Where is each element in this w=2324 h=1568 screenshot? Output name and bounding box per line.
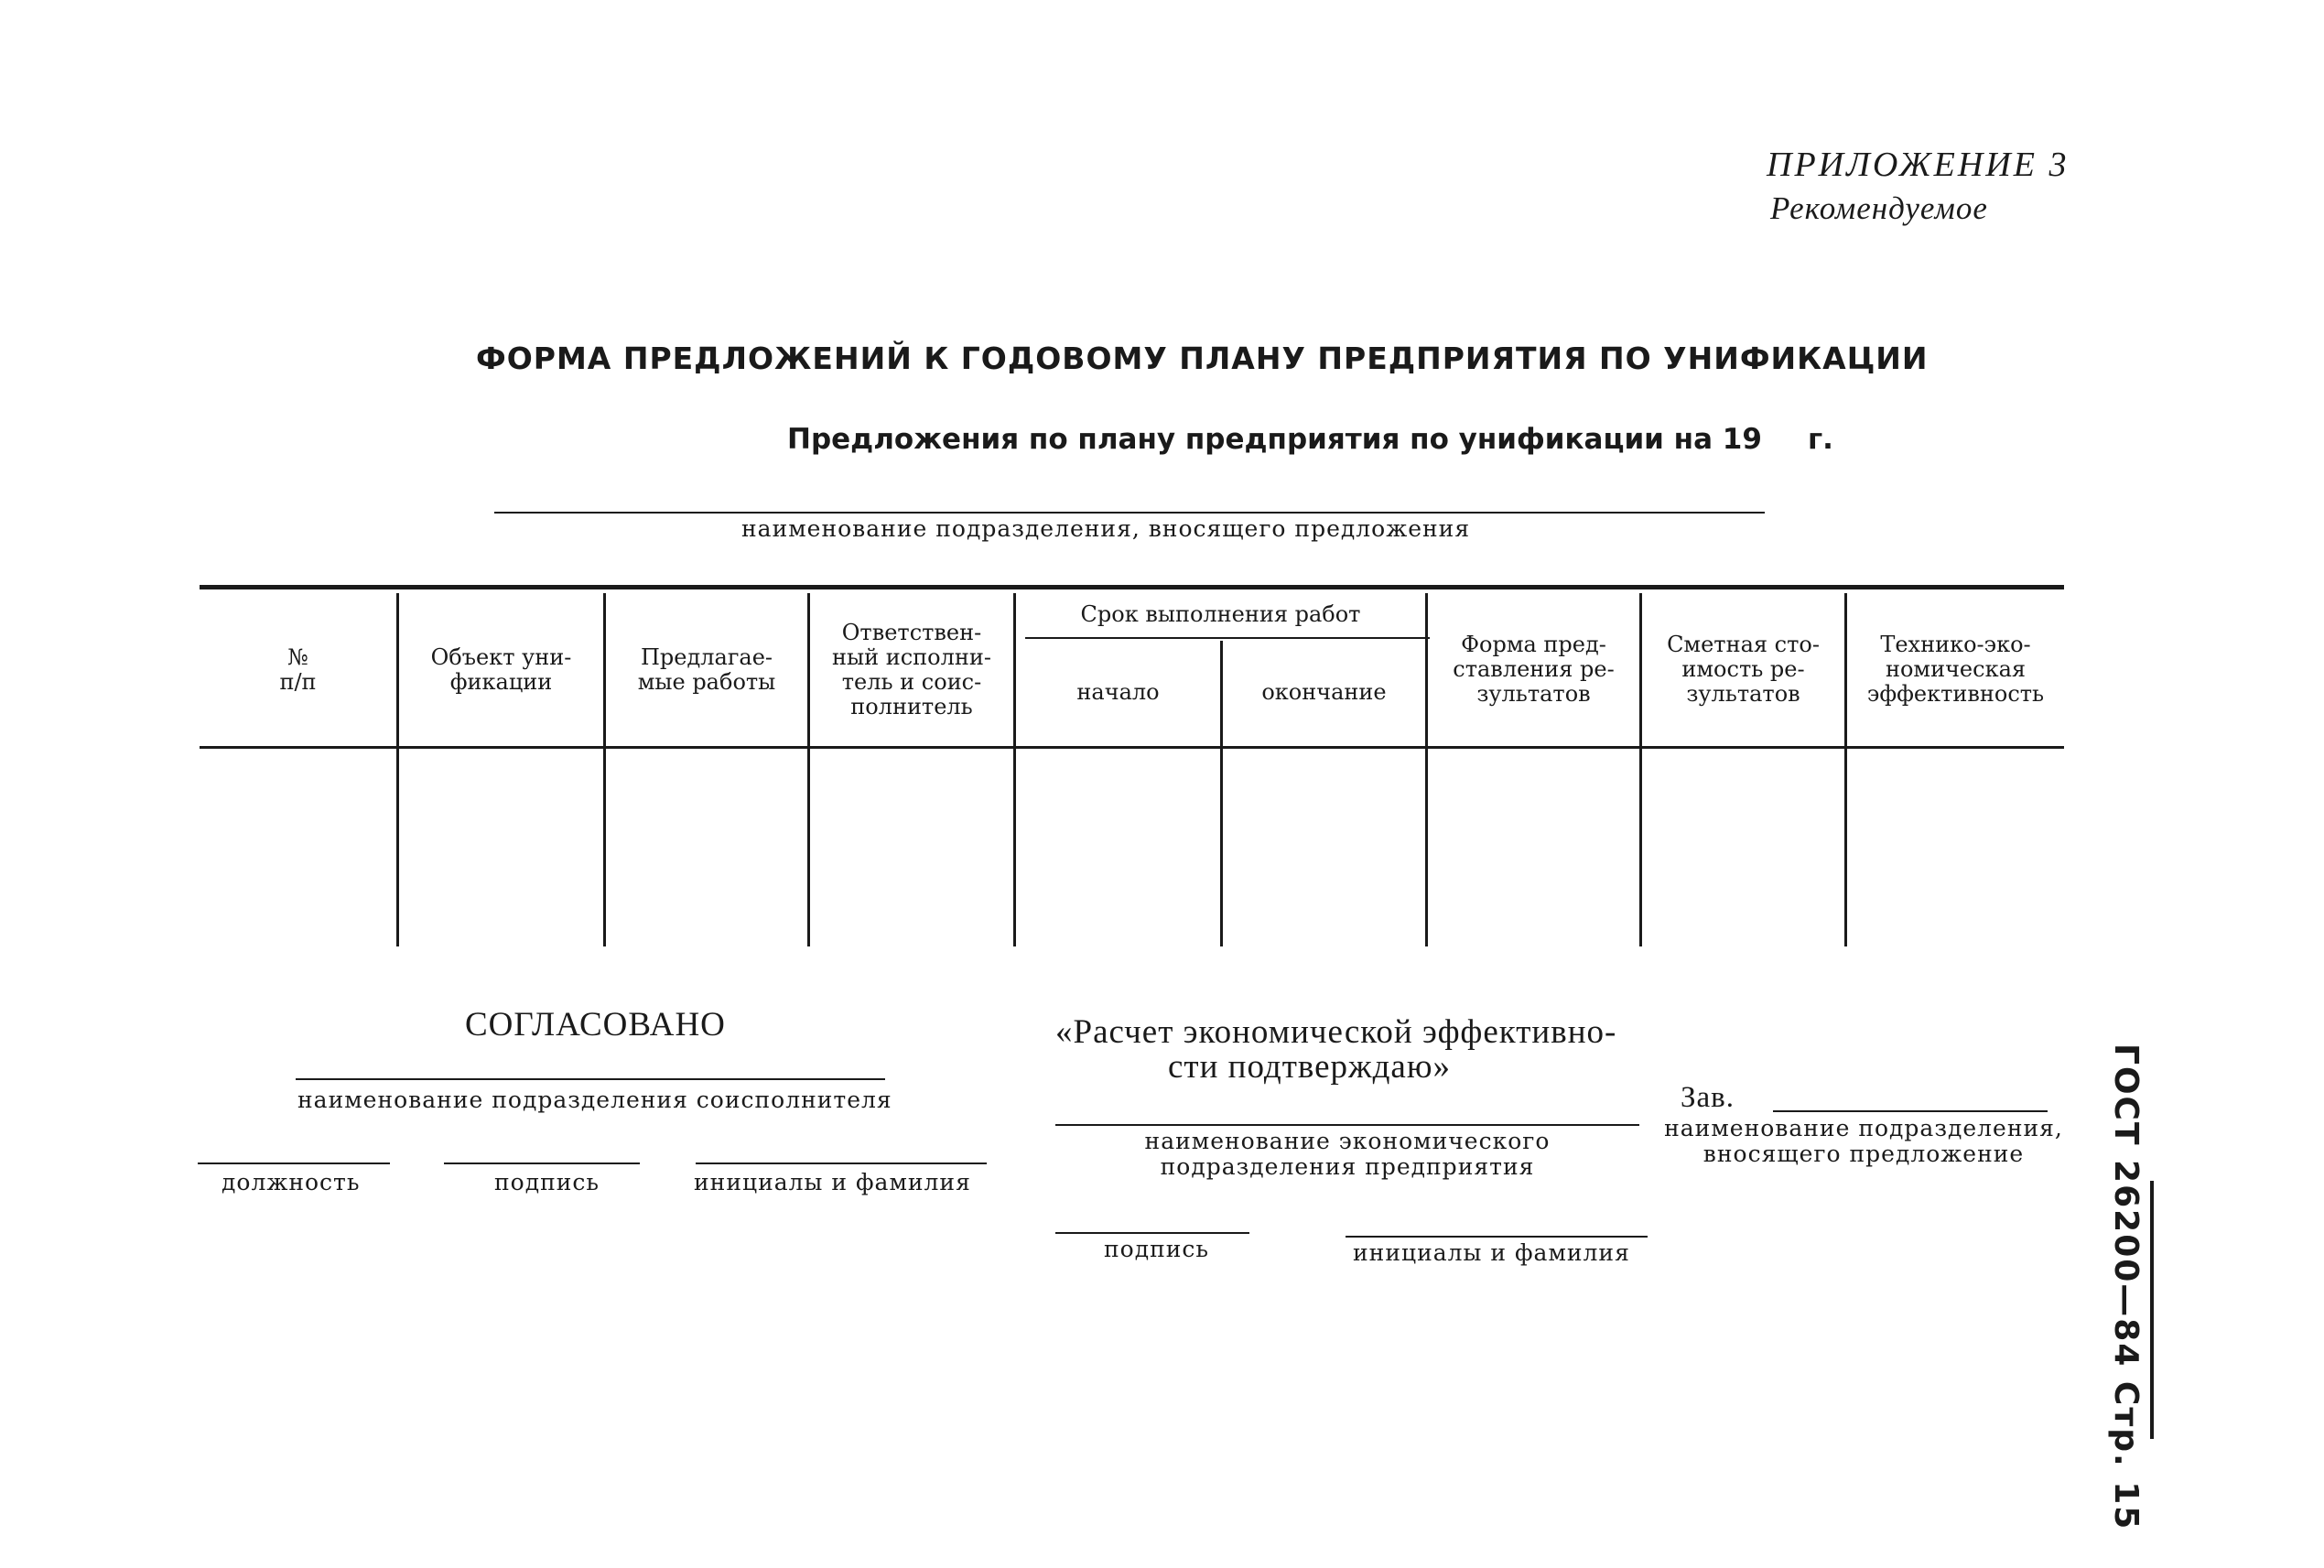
head-label: Зав. bbox=[1681, 1081, 1735, 1114]
head-caption-2: вносящего предложение bbox=[1702, 1141, 2025, 1167]
header-term-group: Срок выполнения работ bbox=[1080, 600, 1361, 627]
header-form: Форма пред- ставления ре- зультатов bbox=[1453, 632, 1615, 707]
agreed-name-caption: инициалы и фамилия bbox=[694, 1169, 971, 1195]
header-works: Предлагае- мые работы bbox=[637, 643, 776, 695]
agreed-unit-line bbox=[296, 1078, 885, 1080]
confirm-signature-caption: подпись bbox=[1104, 1236, 1210, 1262]
unit-name-caption: наименование подразделения, вносящего предложения bbox=[741, 515, 1471, 542]
subtitle-year-suffix: г. bbox=[1807, 423, 1833, 456]
name-line bbox=[696, 1162, 987, 1164]
signature-line bbox=[444, 1162, 640, 1164]
header-cost: Сметная сто- имость ре- зультатов bbox=[1667, 632, 1820, 707]
head-name-line bbox=[1773, 1110, 2048, 1112]
head-caption-1: наименование подразделения, bbox=[1664, 1115, 2063, 1141]
confirm-unit-caption-1: наименование экономического bbox=[1144, 1128, 1551, 1154]
agreed-unit-caption: наименование подразделения соисполнителя bbox=[297, 1087, 892, 1113]
confirm-line-2: сти подтверждаю» bbox=[1168, 1048, 1452, 1086]
confirm-name-line bbox=[1346, 1236, 1648, 1238]
position-caption: должность bbox=[222, 1169, 361, 1195]
appendix-title: ПРИЛОЖЕНИЕ 3 bbox=[1767, 146, 2070, 184]
confirm-name-caption: инициалы и фамилия bbox=[1353, 1239, 1630, 1266]
header-num: № п/п bbox=[279, 643, 317, 695]
appendix-status: Рекомендуемое bbox=[1770, 190, 1988, 226]
header-object: Объект уни- фикации bbox=[430, 643, 572, 695]
sidebar-rule bbox=[2150, 1181, 2154, 1439]
agreed-signature-caption: подпись bbox=[494, 1169, 600, 1195]
confirm-unit-caption-2: подразделения предприятия bbox=[1160, 1153, 1535, 1180]
term-group-rule bbox=[1025, 637, 1430, 639]
form-title: ФОРМА ПРЕДЛОЖЕНИЙ К ГОДОВОМУ ПЛАНУ ПРЕДПРИЯТИЯ ПО УНИФИКАЦИИ bbox=[476, 341, 1929, 376]
agreed-title: СОГЛАСОВАНО bbox=[465, 1006, 726, 1044]
header-efficiency: Технико-эко- номическая эффективность bbox=[1866, 632, 2045, 707]
confirm-unit-line bbox=[1055, 1124, 1639, 1126]
standard-page-sidebar bbox=[2098, 1044, 2153, 1531]
subtitle bbox=[787, 423, 1833, 456]
subtitle-text: Предложения по плану предприятия по унификации на 19 bbox=[787, 423, 1762, 456]
table-header-rule bbox=[200, 746, 2064, 749]
unit-name-line bbox=[494, 512, 1765, 514]
header-responsible: Ответствен- ный исполни- тель и соис- полнитель bbox=[832, 619, 991, 719]
standard-page-label: ГОСТ 26200—84 Стр. 15 bbox=[2107, 1044, 2145, 1531]
confirm-line-1: «Расчет экономической эффективно- bbox=[1055, 1013, 1617, 1051]
header-start: начало bbox=[1076, 679, 1160, 705]
header-end: окончание bbox=[1261, 679, 1387, 705]
position-line bbox=[198, 1162, 390, 1164]
confirm-signature-line bbox=[1055, 1232, 1249, 1234]
table-top-rule bbox=[200, 585, 2064, 589]
